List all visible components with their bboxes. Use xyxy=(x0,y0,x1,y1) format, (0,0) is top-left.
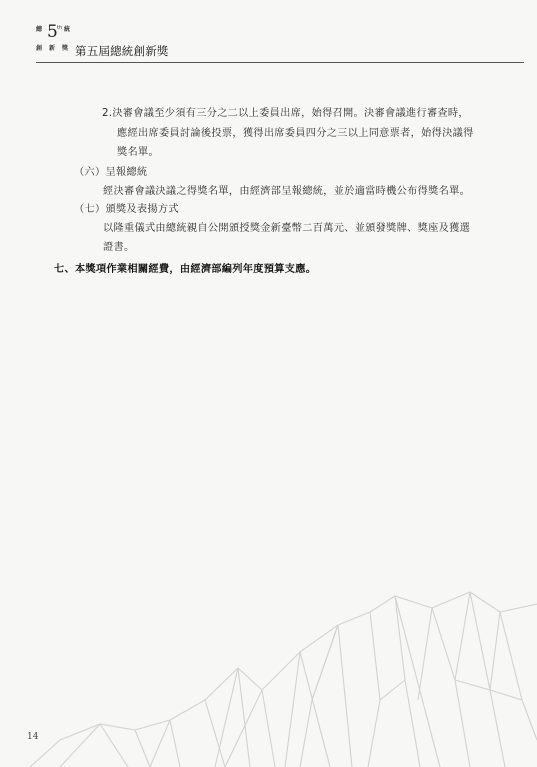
section-7-line-1: 以隆重儀式由總統親自公開頒授獎金新臺幣二百萬元、並頒發獎牌、獎座及獲選 xyxy=(103,223,471,234)
section-7-heading: （七）頒獎及表揚方式 xyxy=(74,204,179,215)
logo-char: 總 xyxy=(36,26,43,33)
section-6-text: 經決審會議決議之得獎名單，由經濟部呈報總統，並於適當時機公布得獎名單。 xyxy=(103,186,471,197)
logo-char: 統 xyxy=(64,26,71,33)
logo-char: 創 xyxy=(36,45,43,52)
logo-char: 獎 xyxy=(62,45,69,52)
page-number: 14 xyxy=(27,732,39,742)
logo-number: 5 xyxy=(47,22,58,42)
item2-line-3: 獎名單。 xyxy=(117,147,159,158)
section-6-heading: （六）呈報總統 xyxy=(74,167,148,178)
item2-line-1: 2.決審會議至少須有三分之二以上委員出席，始得召開。決審會議進行審查時， xyxy=(102,108,469,119)
header-title: 第五屆總統創新獎 xyxy=(75,44,169,58)
item2-line-2: 應經出席委員討論後投票，獲得出席委員四分之三以上同意票者，始得決議得 xyxy=(117,128,474,139)
section-7-line-2: 證書。 xyxy=(103,242,135,253)
logo-ordinal: th xyxy=(57,25,63,31)
part-7-funding: 七、本獎項作業相關經費，由經濟部編列年度預算支應。 xyxy=(54,264,317,275)
logo-char: 新 xyxy=(49,45,56,52)
